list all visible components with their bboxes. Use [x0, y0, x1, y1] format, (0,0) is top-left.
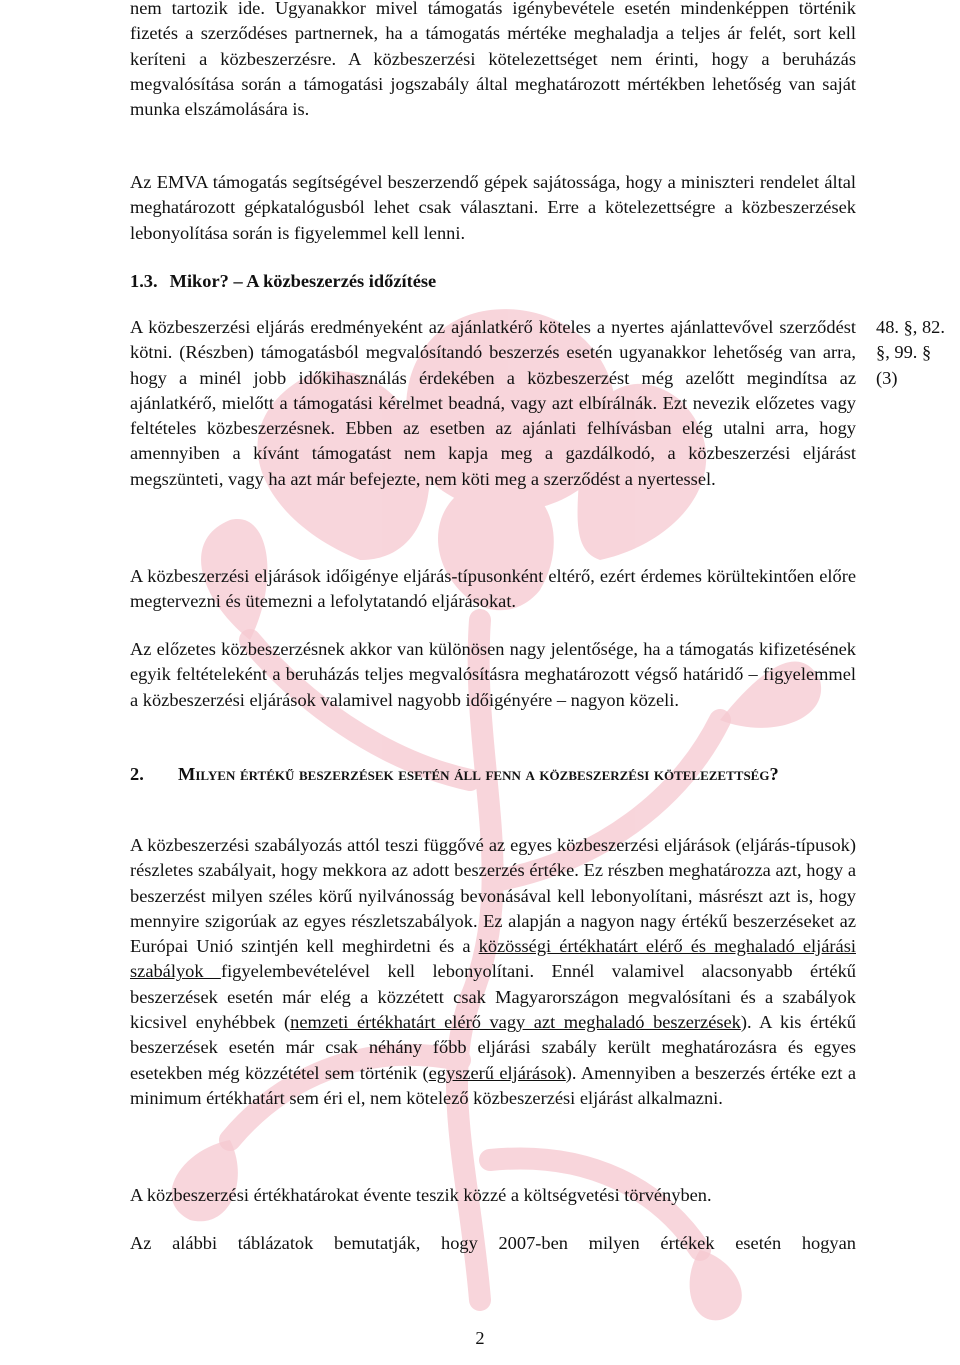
paragraph: Az előzetes közbeszerzésnek akkor van különösen nagy jelentősége, ha a támogatás kifizetésének egyik feltételeként a beruházás teljes megvalósításra meghatározott végső határidő – figyelemmel a közbeszerzési eljárások valamivel nagyobb időigényére – nagyon közeli.	[130, 639, 856, 710]
underlined-term-community-threshold: közösségi értékhatárt elérő és meghaladó eljárási szabályok	[130, 936, 856, 982]
underlined-term-national-threshold: nemzeti értékhatárt elérő vagy azt meghaladó beszerzések	[290, 1012, 741, 1033]
section-title: Milyen értékű beszerzések esetén áll fenn a közbeszerzési kötelezettség?	[178, 764, 779, 784]
text-run: ). Amennyiben a beszerzés értéke ezt a minimum értékhatárt sem éri el, nem kötelező közbeszerzési eljárást alkalmazni.	[130, 1062, 856, 1108]
paragraph: A közbeszerzési eljárás eredményeként az ajánlatkérő köteles a nyertes ajánlattevővel szerződést kötni. (Részben) támogatásból megvalósítandó beszerzés esetén ugyanakkor lehetőség van arra, hogy a minél jobb időkihasználás érdekében a közbeszerzést még azelőtt megindítsa az ajánlatkérő, mielőtt a támogatási kérelmet beadná, vagy azt elbírálnák. Ezt nevezik előzetes vagy feltételes közbeszerzésnek. Ebben az esetben az ajánlati felhívásban elég utalni arra, hogy amennyiben a kívánt támogatást nem kapja meg a gazdálkodó, a közbeszerzési eljárást megszünteti, vagy ha azt már befejezte, nem köti meg a szerződést a nyertessel.	[130, 317, 856, 489]
text-run: figyelembevételével kell lebonyolítani. Ennél valamivel alacsonyabb értékű beszerzések esetén már elég a közzétett csak Magyarországon megvalósítani és a szabályok kicsivel enyhébbek (	[130, 961, 856, 1033]
paragraph: nem tartozik ide. Ugyanakkor mivel támogatás igénybevétele esetén mindenképpen történik fizetés a szerződéses partnernek, ha a támogatás mértéke meghaladja a teljes ár felét, sort kell keríteni a közbeszerzésre. A közbeszerzési kötelezettséget nem érinti, hogy a beruházás megvalósítása során a támogatási jogszabály által meghatározott mértékben lehetőség van saját munka elszámolására is.	[130, 0, 856, 120]
underlined-term-simple-procedure: egyszerű eljárások	[428, 1062, 566, 1083]
paragraph: Az EMVA támogatás segítségével beszerzendő gépek sajátossága, hogy a miniszteri rendelet által meghatározott gépkatalógusból lehet csak választani. Erre a kötelezettségre a közbeszerzések lebonyolítása során is figyelemmel kell lenni.	[130, 172, 856, 243]
section-number: 1.3.	[130, 271, 158, 291]
margin-note-line: 48. §, 82.	[876, 317, 945, 337]
section-title-part1: Mikor?	[169, 271, 229, 291]
paragraph-value-thresholds	[130, 833, 856, 1111]
paragraph: A közbeszerzési értékhatárokat évente teszik közzé a költségvetési törvényben.	[130, 1185, 712, 1205]
text-run: A közbeszerzési szabályozás attól teszi függővé az egyes közbeszerzési eljárások (eljárás-típusok) részletes szabályait, hogy mekkora az adott beszerzés értéke. Ez részben meghatározza azt, hogy a beszerzést milyen széles körű nyilvánosság bevonásával kell lebonyolítani, másrészt azt is, hogy mennyire szigorúak az egyes részletszabályok. Ez alapján a nagyon nagy értékű beszerzéseket az Európai Unió szintjén kell meghirdetni és a	[130, 835, 856, 957]
section-number: 2.	[130, 764, 144, 784]
paragraph: Az alábbi táblázatok bemutatják, hogy 2007-ben milyen értékek esetén hogyan	[130, 1233, 856, 1253]
section-heading-1-3	[130, 269, 856, 294]
section-title-part2: – A közbeszerzés időzítése	[228, 271, 437, 291]
margin-note-line: §, 99. §	[876, 342, 932, 363]
margin-note-line: (3)	[876, 367, 898, 388]
paragraph: A közbeszerzési eljárások időigénye eljárás-típusonként eltérő, ezért érdemes körültekintően előre megtervezni és ütemezni a lefolytatandó eljárásokat.	[130, 566, 856, 612]
section-heading-2	[130, 761, 856, 787]
page-number: 2	[475, 1328, 485, 1348]
text-run: ). A kis értékű beszerzések esetén már csak néhány főbb eljárási szabály került meghatározásra és egyes esetekben még közzététel sem történik (	[130, 1012, 856, 1083]
margin-note-legal-reference	[876, 315, 960, 391]
